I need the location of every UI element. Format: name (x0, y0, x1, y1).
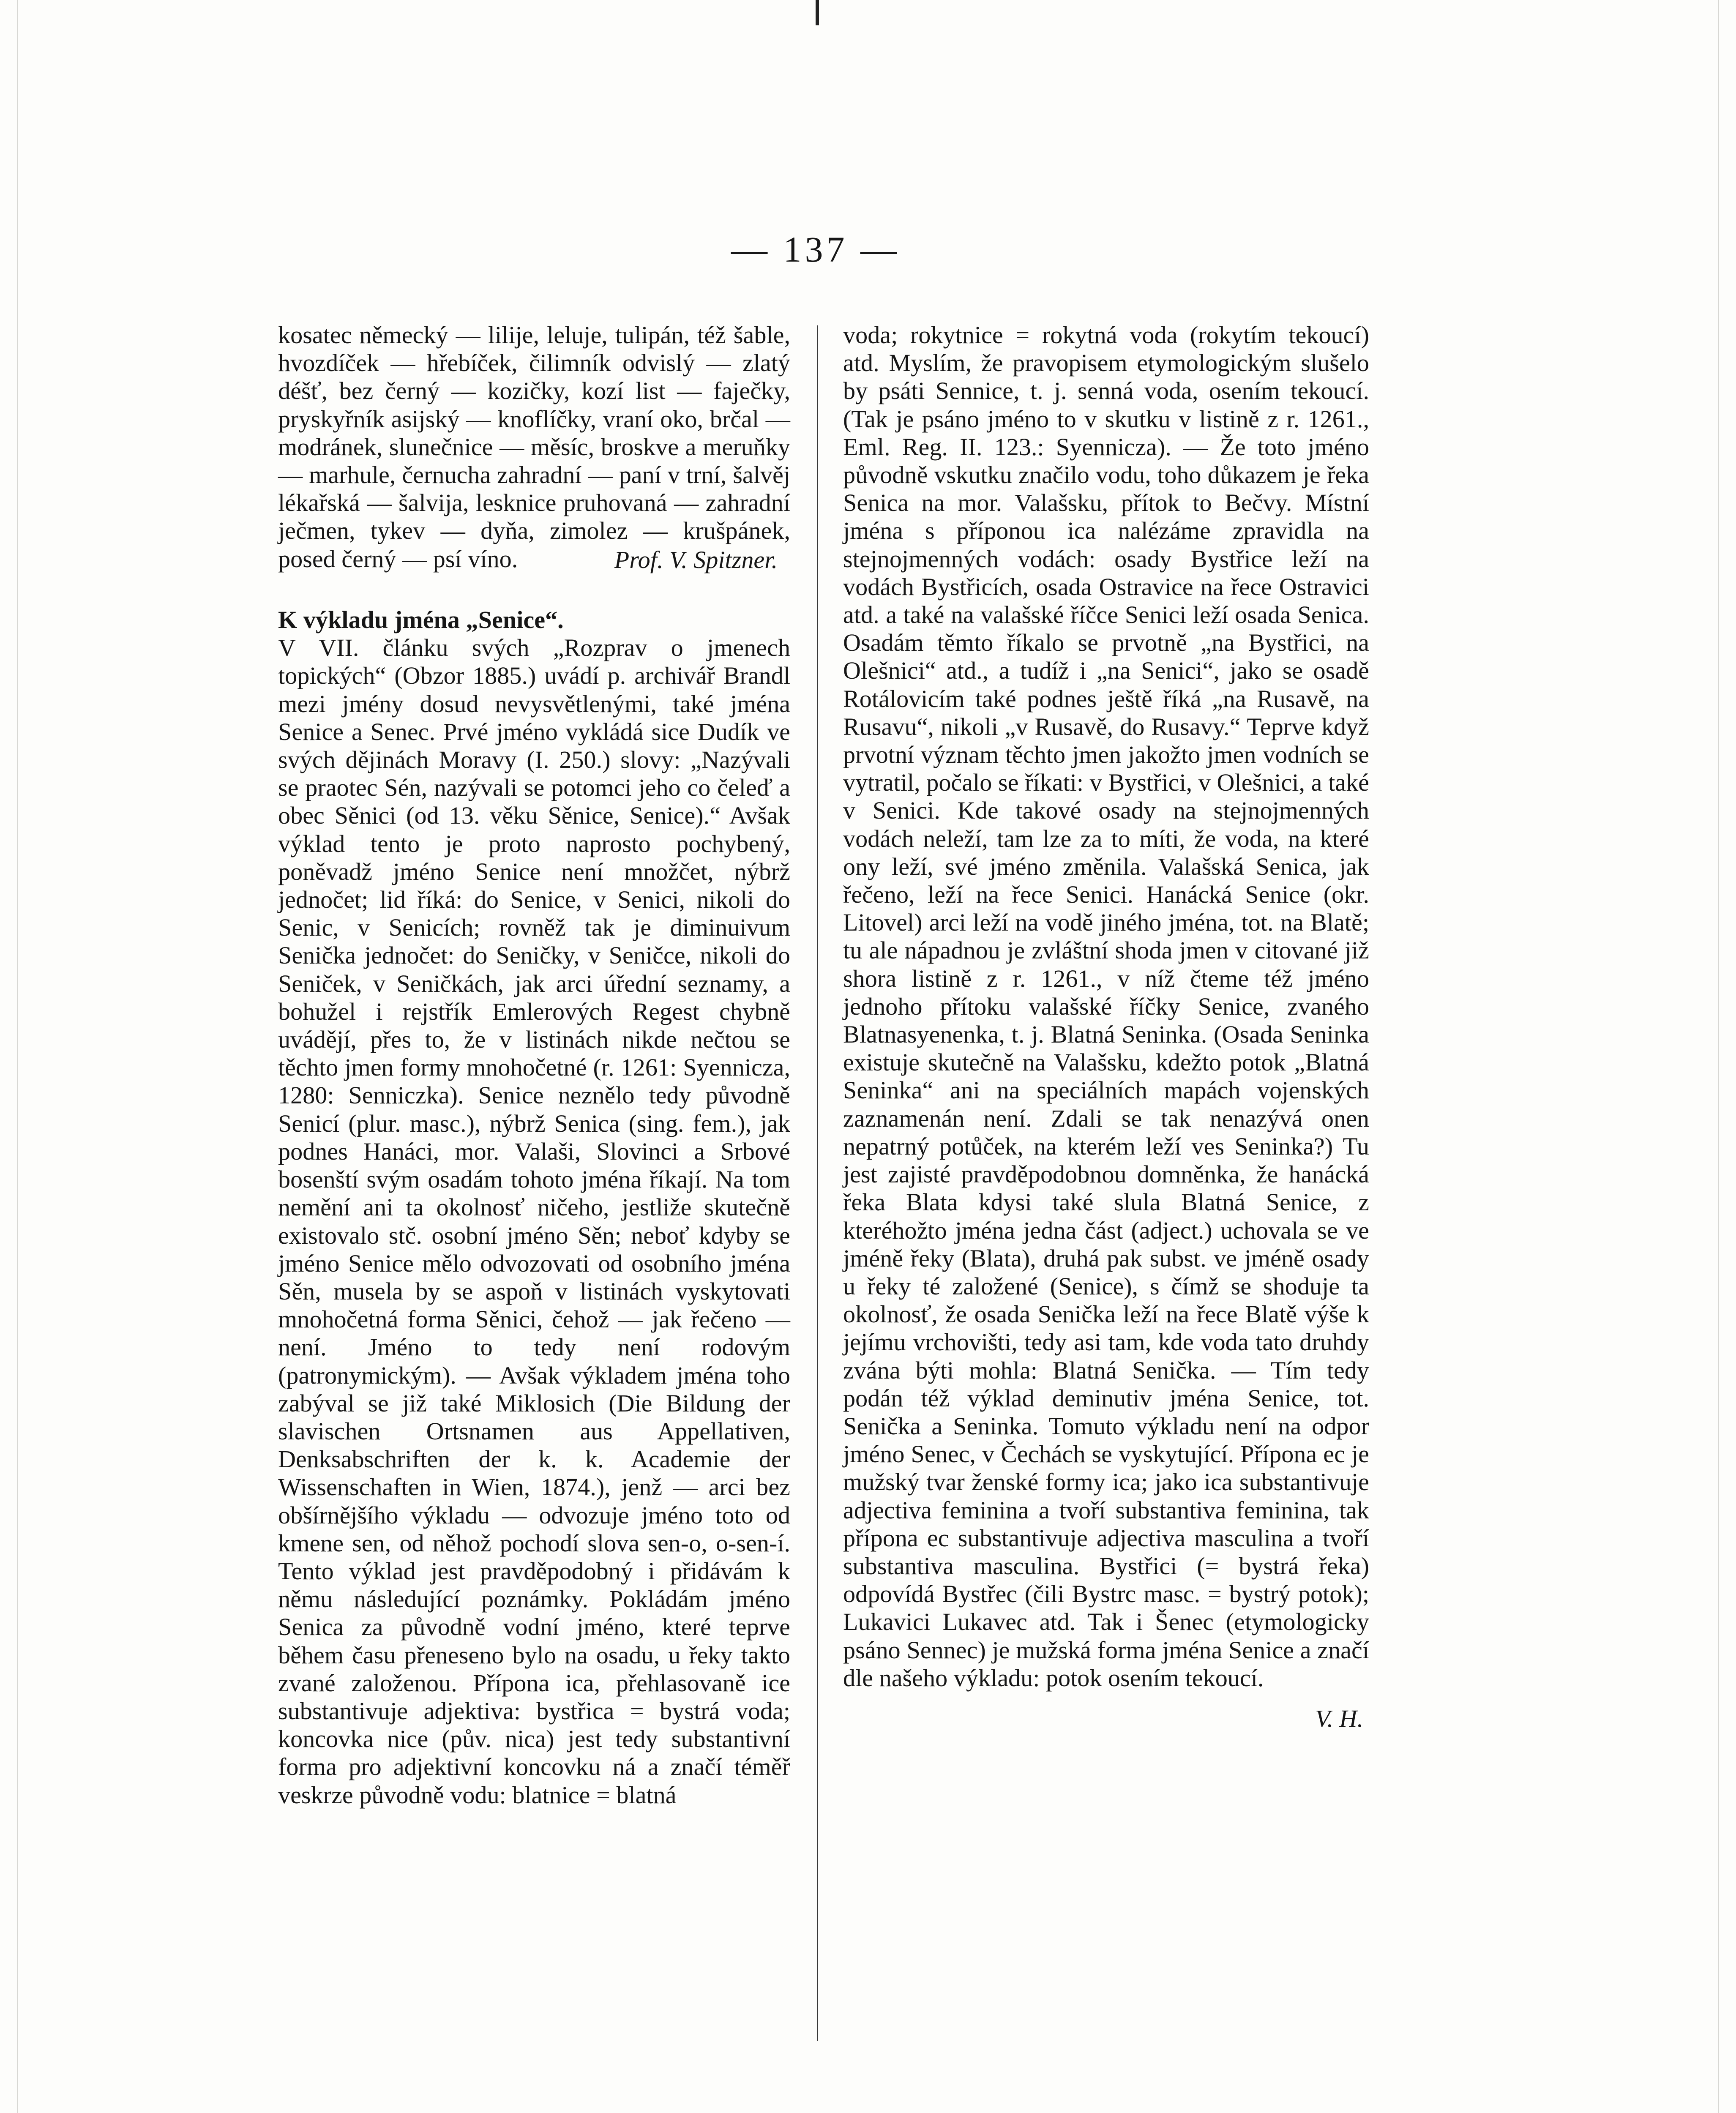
scan-edge-left (17, 0, 18, 2113)
flower-list-paragraph: kosatec německý — lilije, leluje, tulipán, též šable, hvozdíček — hřebíček, čilimník odvislý — zlatý déšť, bez černý — kozičky, kozí list — faječky, pryskyřník asijský — knoflíčky, vraní oko, brčal — modránek, slunečnice — měsíc, broskve a meruňky — marhule, černucha zahradní — paní v trní, šalvěj lékařská — šalvija, lesknice pruhovaná — zahradní ječmen, tykev — dyňa, zimolez — krušpánek, posed černý — psí víno. (278, 321, 790, 573)
left-column (278, 321, 790, 1809)
page-number: — 137 — (731, 229, 900, 270)
signature-vh: V. H. (1315, 1704, 1363, 1732)
section-body-right: voda; rokytnice = rokytná voda (rokytím tekoucí) atd. Myslím, že pravopisem etymologickým slušelo by psáti Sennice, t. j. senná voda, osením tekoucí. (Tak je psáno jméno to v skutku v listině z r. 1261., Eml. Reg. II. 123.: Syennicza). — Že toto jméno původně vskutku značilo vodu, toho důkazem je řeka Senica na mor. Valašsku, přítok to Bečvy. Místní jména s příponou ica nalézáme zpravidla na stejnojmenných vodách: osady Bystřice leží na vodách Bystřicích, osada Ostravice na řece Ostravici atd. a také na valašské říčce Senici leží osada Senica. Osadám těmto říkalo se prvotně „na Bystřici, na Olešnici“ atd., a tudíž i „na Senici“, jako se osadě Rotálovicím také podnes ještě říká „na Rusavě, na Rusavu“, nikoli „v Rusavě, do Rusavy.“ Teprve když prvotní význam těchto jmen jakožto jmen vodních se vytratil, počalo se říkati: v Bystřici, v Olešnici, a také v Senici. Kde takové osady na stejnojmenných vodách neleží, tam lze za to míti, že voda, na které ony leží, své jméno změnila. Valašská Senica, jak řečeno, leží na řece Senici. Hanácká Senice (okr. Litovel) arci leží na vodě jiného jména, tot. na Blatě; tu ale nápadnou je zvláštní shoda jmen v citované již shora listině z r. 1261., v níž čteme též jméno jednoho přítoku valašské říčky Senice, zvaného Blatnasyenenka, t. j. Blatná Seninka. (Osada Seninka existuje skutečně na Valašsku, kdežto potok „Blatná Seninka“ ani na speciálních mapách vojenských zaznamenán není. Zdali se tak nenazývá onen nepatrný potůček, na kterém leží ves Seninka?) Tu jest zajisté pravděpodobnou domněnka, že hanácká řeka Blata kdysi také slula Blatná Senice, z kteréhožto jména jedna část (adject.) uchovala se ve jméně řeky (Blata), druhá pak subst. ve jméně osady u řeky té založené (Senice), s čímž se shoduje ta okolnosť, že osada Senička leží na řece Blatě výše k jejímu vrchovišti, tedy asi tam, kde voda tato druhdy zvána býti mohla: Blatná Senička. — Tím tedy podán též výklad deminutiv jména Senice, tot. Senička a Seninka. Tomuto výkladu není na odpor jméno Senec, v Čechách se vyskytující. Přípona ec je mužský tvar ženské formy ica; jako ica substantivuje adjectiva feminina a tvoří substantiva feminina, tak přípona ec substantivuje adjectiva masculina a tvoří substantiva masculina. Bystřici (= bystrá řeka) odpovídá Bystřec (čili Bystrc masc. = bystrý potok); Lukavici Lukavec atd. Tak i Šenec (etymologicky psáno Sennec) je mužská forma jména Senice a značí dle našeho výkladu: potok osením tekoucí. (843, 321, 1369, 1692)
top-edge-mark (816, 0, 819, 25)
scan-edge-right (1718, 0, 1719, 2113)
section-title: K výkladu jména „Senice“. (278, 606, 564, 634)
section-body-left: V VII. článku svých „Rozprav o jmenech topických“ (Obzor 1885.) uvádí p. archivář Brandl mezi jmény dosud nevysvětlenými, také jména Senice a Senec. Prvé jméno vykládá sice Dudík ve svých dějinách Moravy (I. 250.) slovy: „Nazývali se praotec Sén, nazývali se potomci jeho co čeleď a obec Sěnici (od 13. věku Sěnice, Senice).“ Avšak výklad tento je proto naprosto pochybený, poněvadž jméno Senice není množčet, nýbrž jednočet; lid říká: do Senice, v Senici, nikoli do Senic, v Senicích; rovněž tak je diminuivum Senička jednočet: do Seničky, v Seničce, nikoli do Seniček, v Seničkách, jak arci úřední seznamy, a bohužel i rejstřík Emlerových Regest chybně uvádějí, přes to, že v listinách nikde nečtou se těchto jmen formy mnohočetné (r. 1261: Syennicza, 1280: Senniczka). Senice neznělo tedy původně Senicí (plur. masc.), nýbrž Senica (sing. fem.), jak podnes Hanáci, mor. Valaši, Slovinci a Srbové bosenští svým osadám tohoto jména říkají. Na tom nemění ani ta okolnosť ničeho, jestliže skutečně existovalo stč. osobní jméno Sěn; neboť kdyby se jméno Senice mělo odvozovati od osobního jména Sěn, musela by se aspoň v listinách vyskytovati mnohočetná forma Sěnici, čehož — jak řečeno — není. Jméno to tedy není rodovým (patronymickým). — Avšak výkladem jména toho zabýval se již také Miklosich (Die Bildung der slavischen Ortsnamen aus Appellativen, Denksabschriften der k. k. Academie der Wissenschaften in Wien, 1874.), jenž — arci bez obšírnějšího výkladu — odvozuje jméno toto od kmene sen, od něhož pochodí slova sen-o, o-sen-í. Tento výklad jest pravděpodobný i přidávám k němu následující poznámky. Pokládám jméno Senica za původně vodní jméno, které teprve během času přeneseno bylo na osadu, u řeky takto zvané založenou. Přípona ica, přehlasovaně ice substantivuje adjektiva: bystřica = bystrá voda; koncovka nice (pův. nica) jest tedy substantivní forma pro adjektivní koncovku ná a značí téměř veskrze původně vodu: blatnice = blatná (278, 634, 790, 1809)
column-divider (817, 325, 818, 2041)
right-column (843, 321, 1369, 1733)
signature-spitzner: Prof. V. Spitzner. (614, 546, 778, 573)
